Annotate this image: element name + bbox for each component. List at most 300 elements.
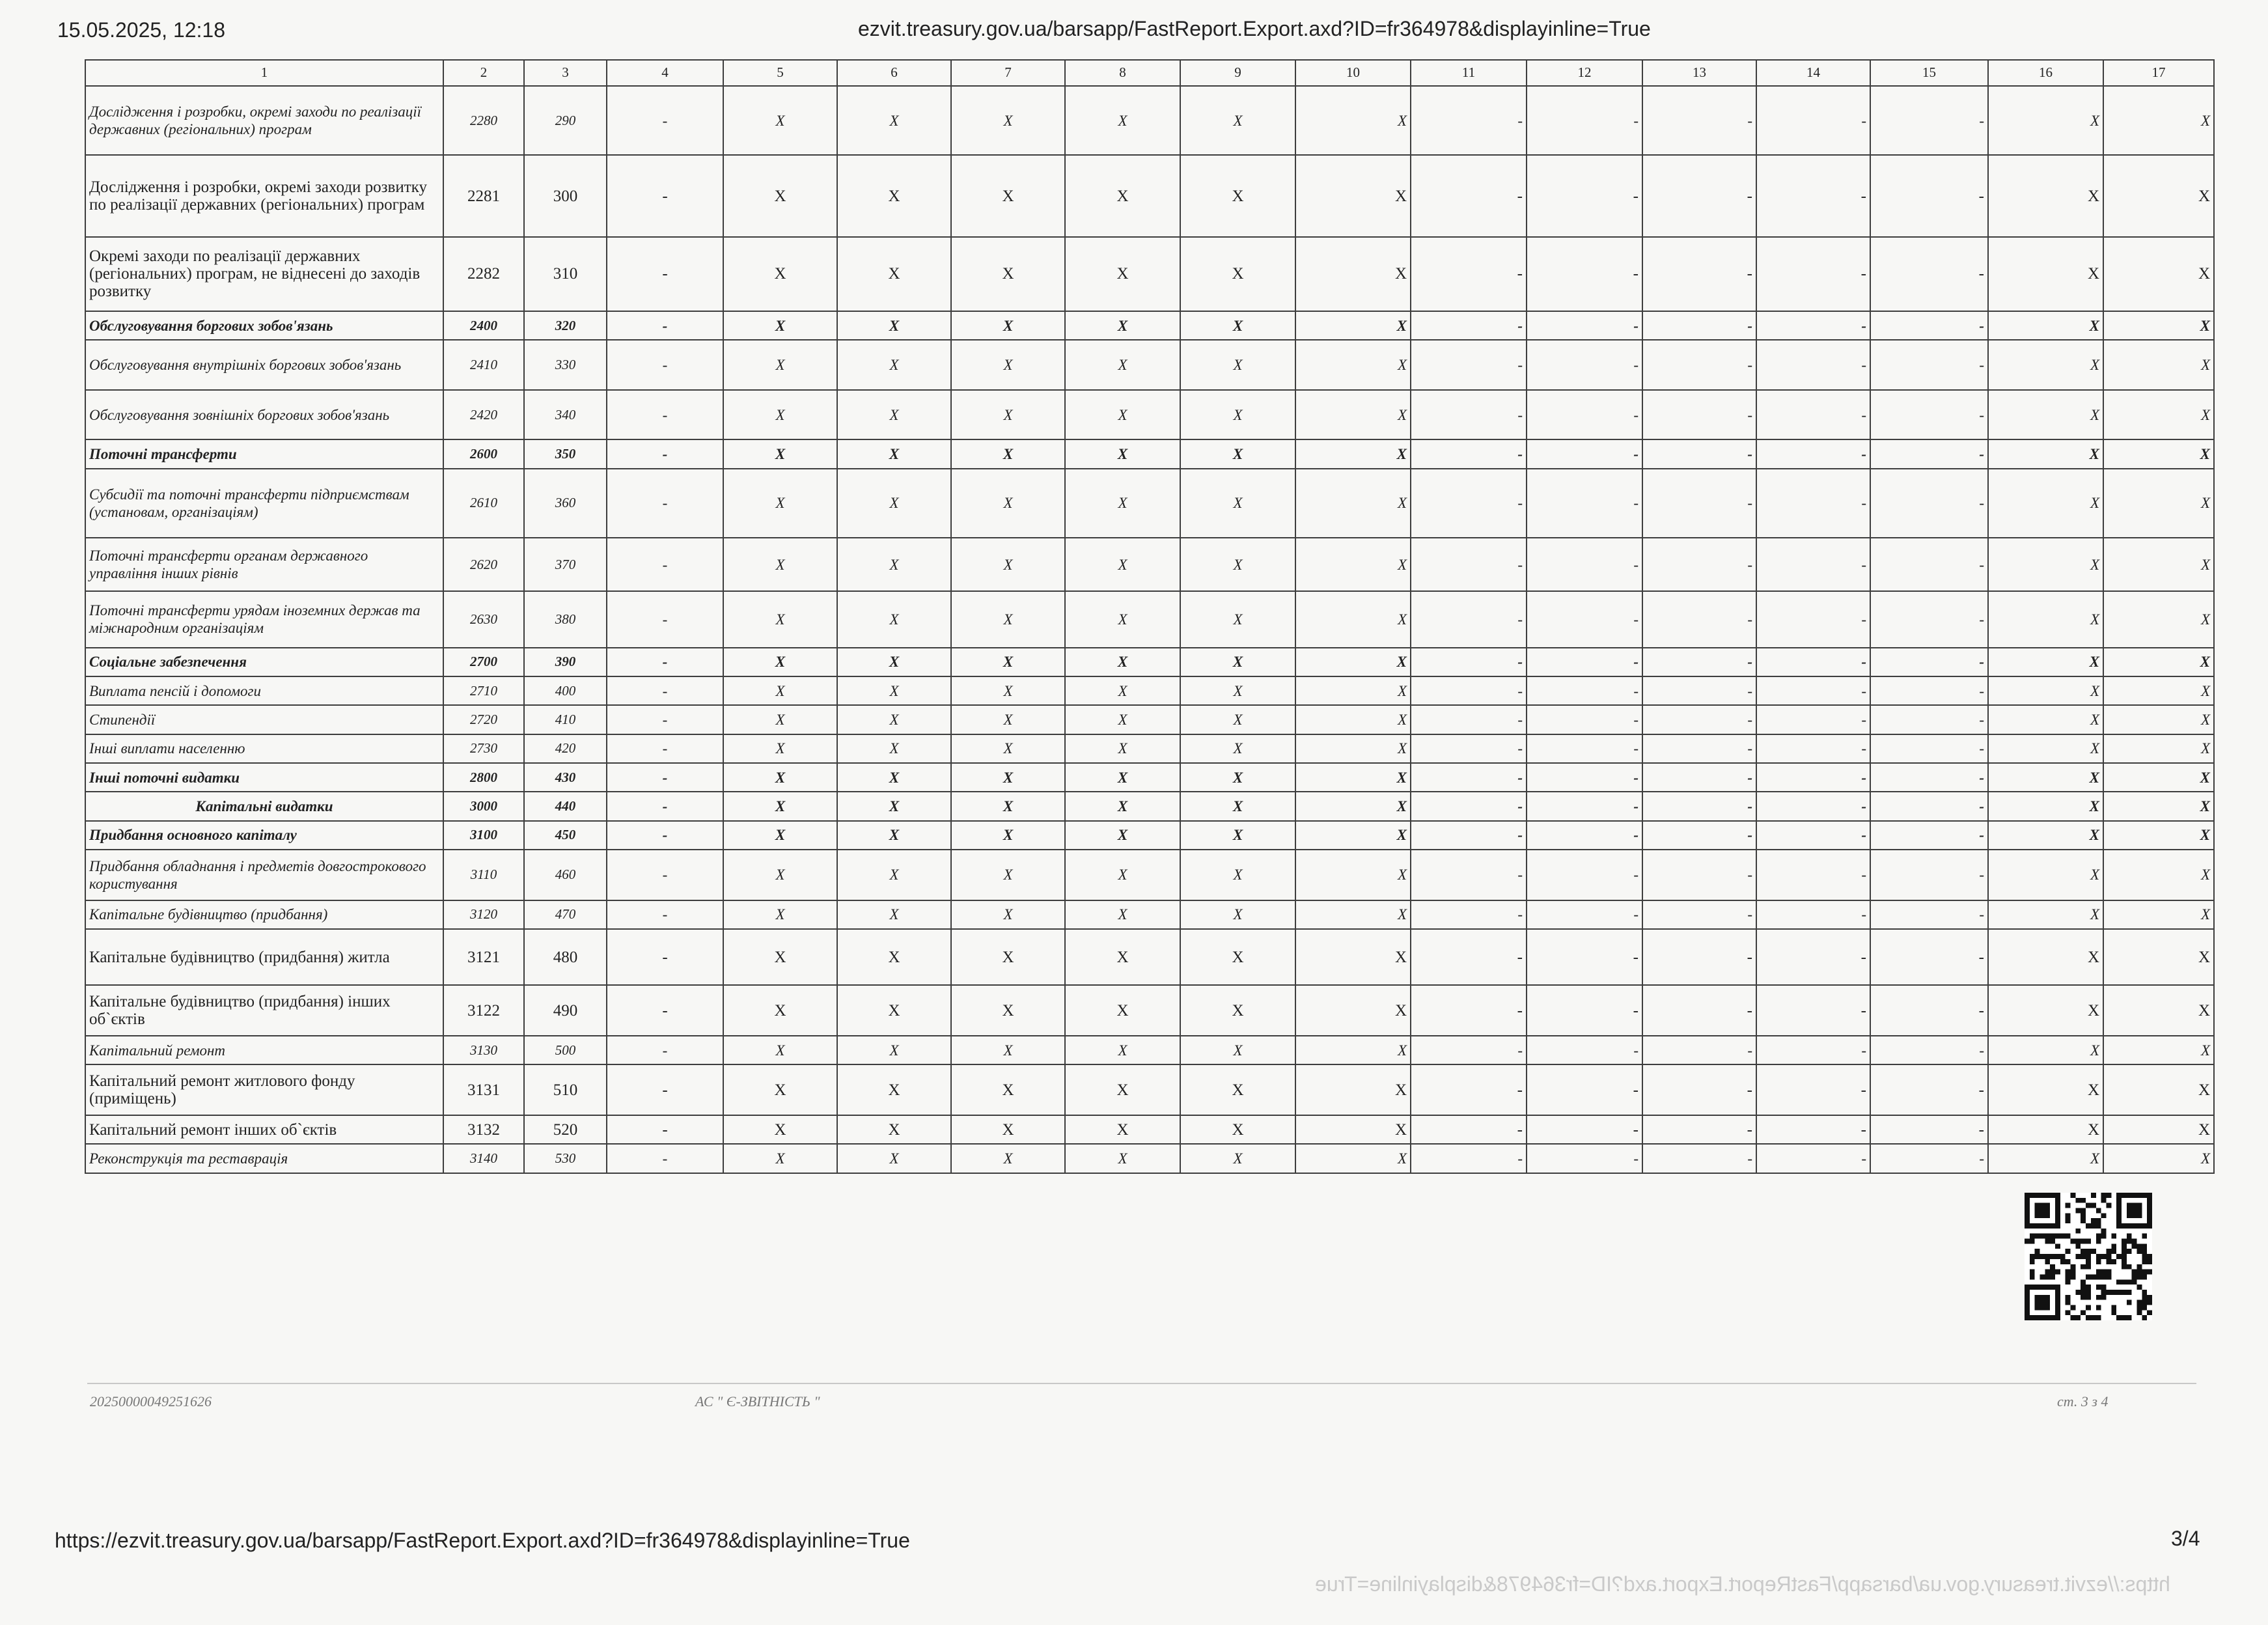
column-number: 6 <box>837 60 951 86</box>
line-code: 430 <box>524 763 607 792</box>
value-cell: X <box>2103 311 2214 340</box>
value-cell: - <box>1411 439 1527 468</box>
value-cell: X <box>1988 469 2103 538</box>
value-cell: X <box>951 538 1065 591</box>
value-cell: X <box>723 985 837 1036</box>
value-cell: - <box>1411 390 1527 440</box>
value-cell: - <box>1756 648 1870 676</box>
kekv-code: 2730 <box>443 734 524 763</box>
value-cell: - <box>1527 763 1642 792</box>
value-cell: X <box>1180 821 1295 850</box>
value-cell: X <box>837 850 951 900</box>
value-cell: - <box>1870 155 1988 236</box>
value-cell: - <box>1870 311 1988 340</box>
value-cell: - <box>607 237 723 311</box>
value-cell: X <box>1295 929 1411 985</box>
line-code: 410 <box>524 705 607 734</box>
value-cell: - <box>1411 237 1527 311</box>
value-cell: - <box>1411 929 1527 985</box>
value-cell: X <box>837 390 951 440</box>
table-row <box>85 340 2214 390</box>
table-row <box>85 850 2214 900</box>
value-cell: - <box>1870 538 1988 591</box>
row-name: Капітальний ремонт інших об`єктів <box>85 1115 443 1144</box>
value-cell: - <box>1870 439 1988 468</box>
row-name: Капітальне будівництво (придбання) інших об`єктів <box>85 985 443 1036</box>
value-cell: X <box>837 86 951 155</box>
value-cell: X <box>723 311 837 340</box>
kekv-code: 2700 <box>443 648 524 676</box>
table-row <box>85 648 2214 676</box>
row-name: Реконструкція та реставрація <box>85 1144 443 1173</box>
value-cell: X <box>723 763 837 792</box>
value-cell: - <box>1756 676 1870 705</box>
column-number: 5 <box>723 60 837 86</box>
value-cell: X <box>2103 237 2214 311</box>
value-cell: - <box>1756 439 1870 468</box>
row-name: Соціальне забезпечення <box>85 648 443 676</box>
value-cell: X <box>951 763 1065 792</box>
value-cell: X <box>1988 734 2103 763</box>
column-number: 11 <box>1411 60 1527 86</box>
value-cell: - <box>1642 705 1756 734</box>
value-cell: - <box>1527 734 1642 763</box>
kekv-code: 2710 <box>443 676 524 705</box>
column-number: 10 <box>1295 60 1411 86</box>
value-cell: X <box>837 734 951 763</box>
value-cell: - <box>607 340 723 390</box>
value-cell: X <box>1988 237 2103 311</box>
value-cell: X <box>1180 390 1295 440</box>
row-name: Виплата пенсій і допомоги <box>85 676 443 705</box>
table-row <box>85 792 2214 820</box>
value-cell: - <box>607 734 723 763</box>
value-cell: X <box>951 155 1065 236</box>
table-row <box>85 155 2214 236</box>
value-cell: X <box>1180 900 1295 929</box>
value-cell: X <box>1065 86 1180 155</box>
value-cell: X <box>1065 792 1180 820</box>
footer-divider <box>87 1383 2196 1384</box>
value-cell: - <box>1411 469 1527 538</box>
value-cell: X <box>1180 850 1295 900</box>
kekv-code: 3132 <box>443 1115 524 1144</box>
line-code: 290 <box>524 86 607 155</box>
row-name: Капітальне будівництво (придбання) житла <box>85 929 443 985</box>
value-cell: X <box>1988 1064 2103 1115</box>
value-cell: X <box>723 705 837 734</box>
print-url-footer: https://ezvit.treasury.gov.ua/barsapp/FastReport.Export.axd?ID=fr364978&displayinline=True <box>55 1529 910 1552</box>
table-row <box>85 1144 2214 1173</box>
table-row <box>85 469 2214 538</box>
value-cell: - <box>1411 763 1527 792</box>
value-cell: X <box>1180 340 1295 390</box>
value-cell: X <box>2103 469 2214 538</box>
value-cell: - <box>1642 591 1756 647</box>
kekv-code: 2630 <box>443 591 524 647</box>
table-row <box>85 734 2214 763</box>
value-cell: - <box>1527 591 1642 647</box>
value-cell: X <box>1988 900 2103 929</box>
value-cell: - <box>1411 311 1527 340</box>
value-cell: - <box>1870 792 1988 820</box>
value-cell: X <box>1065 1115 1180 1144</box>
value-cell: X <box>723 390 837 440</box>
value-cell: X <box>723 1036 837 1064</box>
value-cell: X <box>837 538 951 591</box>
kekv-code: 3120 <box>443 900 524 929</box>
value-cell: X <box>1180 469 1295 538</box>
value-cell: X <box>1295 1144 1411 1173</box>
row-name: Окремі заходи по реалізації державних (регіональних) програм, не віднесені до заходів розвитку <box>85 237 443 311</box>
value-cell: - <box>1756 821 1870 850</box>
value-cell: X <box>723 821 837 850</box>
value-cell: - <box>1756 929 1870 985</box>
value-cell: - <box>1411 155 1527 236</box>
table-row <box>85 1036 2214 1064</box>
value-cell: - <box>1870 900 1988 929</box>
value-cell: X <box>1180 155 1295 236</box>
value-cell: X <box>951 340 1065 390</box>
value-cell: X <box>2103 734 2214 763</box>
value-cell: X <box>1295 237 1411 311</box>
value-cell: - <box>607 86 723 155</box>
value-cell: - <box>1527 538 1642 591</box>
value-cell: - <box>1642 1115 1756 1144</box>
value-cell: X <box>1065 1036 1180 1064</box>
value-cell: X <box>951 1064 1065 1115</box>
value-cell: X <box>1295 676 1411 705</box>
line-code: 340 <box>524 390 607 440</box>
row-name: Придбання основного капіталу <box>85 821 443 850</box>
kekv-code: 2282 <box>443 237 524 311</box>
value-cell: - <box>1642 900 1756 929</box>
column-number: 13 <box>1642 60 1756 86</box>
value-cell: X <box>1180 538 1295 591</box>
value-cell: - <box>1756 1064 1870 1115</box>
value-cell: - <box>1527 929 1642 985</box>
value-cell: - <box>1411 340 1527 390</box>
kekv-code: 2720 <box>443 705 524 734</box>
value-cell: - <box>1756 538 1870 591</box>
value-cell: - <box>1870 390 1988 440</box>
value-cell: - <box>1527 237 1642 311</box>
value-cell: X <box>723 734 837 763</box>
row-name: Субсидії та поточні трансферти підприємствам (установам, організаціям) <box>85 469 443 538</box>
row-name: Поточні трансферти урядам іноземних держав та міжнародним організаціям <box>85 591 443 647</box>
value-cell: - <box>607 705 723 734</box>
value-cell: - <box>1527 850 1642 900</box>
kekv-code: 2410 <box>443 340 524 390</box>
line-code: 360 <box>524 469 607 538</box>
value-cell: X <box>1295 1115 1411 1144</box>
column-number: 12 <box>1527 60 1642 86</box>
value-cell: X <box>951 1144 1065 1173</box>
line-code: 440 <box>524 792 607 820</box>
value-cell: X <box>1988 929 2103 985</box>
value-cell: X <box>837 1144 951 1173</box>
value-cell: - <box>1527 1064 1642 1115</box>
value-cell: X <box>1988 850 2103 900</box>
value-cell: X <box>837 237 951 311</box>
row-name: Стипендії <box>85 705 443 734</box>
line-code: 400 <box>524 676 607 705</box>
value-cell: - <box>1756 340 1870 390</box>
row-name: Поточні трансферти органам державного управління інших рівнів <box>85 538 443 591</box>
value-cell: X <box>1180 734 1295 763</box>
kekv-code: 3100 <box>443 821 524 850</box>
value-cell: X <box>1180 1144 1295 1173</box>
value-cell: - <box>607 311 723 340</box>
value-cell: - <box>1756 734 1870 763</box>
value-cell: - <box>1870 1036 1988 1064</box>
value-cell: - <box>1411 648 1527 676</box>
value-cell: - <box>607 850 723 900</box>
value-cell: - <box>1756 985 1870 1036</box>
value-cell: - <box>1527 469 1642 538</box>
value-cell: - <box>1411 1144 1527 1173</box>
value-cell: X <box>1180 311 1295 340</box>
value-cell: X <box>1295 705 1411 734</box>
value-cell: - <box>1756 390 1870 440</box>
value-cell: - <box>1527 155 1642 236</box>
value-cell: - <box>607 1115 723 1144</box>
value-cell: - <box>1642 538 1756 591</box>
value-cell: - <box>1870 591 1988 647</box>
value-cell: - <box>607 390 723 440</box>
value-cell: - <box>1642 763 1756 792</box>
value-cell: X <box>2103 792 2214 820</box>
value-cell: X <box>1295 340 1411 390</box>
column-number: 8 <box>1065 60 1180 86</box>
value-cell: X <box>837 648 951 676</box>
value-cell: - <box>607 469 723 538</box>
value-cell: X <box>723 929 837 985</box>
value-cell: X <box>951 705 1065 734</box>
value-cell: - <box>1411 705 1527 734</box>
value-cell: X <box>723 591 837 647</box>
value-cell: X <box>2103 705 2214 734</box>
value-cell: X <box>2103 340 2214 390</box>
value-cell: X <box>723 237 837 311</box>
value-cell: - <box>1756 705 1870 734</box>
kekv-code: 2800 <box>443 763 524 792</box>
value-cell: X <box>1988 155 2103 236</box>
value-cell: - <box>607 792 723 820</box>
line-code: 310 <box>524 237 607 311</box>
line-code: 370 <box>524 538 607 591</box>
value-cell: - <box>1756 900 1870 929</box>
value-cell: - <box>607 985 723 1036</box>
row-name: Капітальний ремонт житлового фонду (приміщень) <box>85 1064 443 1115</box>
value-cell: X <box>1065 155 1180 236</box>
value-cell: - <box>1642 237 1756 311</box>
value-cell: X <box>1180 929 1295 985</box>
row-name: Дослідження і розробки, окремі заходи розвитку по реалізації державних (регіональних) програм <box>85 155 443 236</box>
line-code: 380 <box>524 591 607 647</box>
line-code: 520 <box>524 1115 607 1144</box>
value-cell: - <box>1756 469 1870 538</box>
table-row <box>85 237 2214 311</box>
value-cell: X <box>951 469 1065 538</box>
value-cell: - <box>1411 591 1527 647</box>
value-cell: - <box>1642 390 1756 440</box>
value-cell: - <box>607 900 723 929</box>
value-cell: X <box>1180 1036 1295 1064</box>
value-cell: - <box>607 591 723 647</box>
value-cell: X <box>951 676 1065 705</box>
value-cell: X <box>2103 929 2214 985</box>
value-cell: X <box>951 929 1065 985</box>
line-code: 490 <box>524 985 607 1036</box>
value-cell: X <box>1180 1064 1295 1115</box>
value-cell: - <box>1527 1115 1642 1144</box>
kekv-code: 2620 <box>443 538 524 591</box>
table-row <box>85 538 2214 591</box>
kekv-code: 2281 <box>443 155 524 236</box>
value-cell: X <box>1180 705 1295 734</box>
line-code: 300 <box>524 155 607 236</box>
table-row <box>85 86 2214 155</box>
value-cell: - <box>1870 648 1988 676</box>
value-cell: X <box>951 900 1065 929</box>
value-cell: X <box>1295 734 1411 763</box>
value-cell: - <box>1642 985 1756 1036</box>
value-cell: X <box>1295 86 1411 155</box>
value-cell: - <box>1756 311 1870 340</box>
value-cell: - <box>1870 850 1988 900</box>
value-cell: X <box>951 1036 1065 1064</box>
value-cell: X <box>1065 850 1180 900</box>
value-cell: - <box>1527 1144 1642 1173</box>
value-cell: X <box>2103 676 2214 705</box>
value-cell: X <box>951 850 1065 900</box>
table-row <box>85 676 2214 705</box>
value-cell: X <box>723 676 837 705</box>
print-url-header: ezvit.treasury.gov.ua/barsapp/FastReport.Export.axd?ID=fr364978&displayinline=True <box>858 17 1651 40</box>
row-name: Дослідження і розробки, окремі заходи по реалізації державних (регіональних) програм <box>85 86 443 155</box>
value-cell: X <box>2103 390 2214 440</box>
line-code: 500 <box>524 1036 607 1064</box>
value-cell: - <box>1642 155 1756 236</box>
value-cell: X <box>1295 763 1411 792</box>
value-cell: X <box>2103 155 2214 236</box>
value-cell: - <box>607 648 723 676</box>
value-cell: X <box>1180 648 1295 676</box>
kekv-code: 2420 <box>443 390 524 440</box>
value-cell: X <box>723 538 837 591</box>
line-code: 330 <box>524 340 607 390</box>
value-cell: X <box>723 900 837 929</box>
value-cell: X <box>2103 850 2214 900</box>
value-cell: X <box>1295 985 1411 1036</box>
value-cell: - <box>1870 676 1988 705</box>
value-cell: - <box>1527 390 1642 440</box>
value-cell: X <box>2103 538 2214 591</box>
value-cell: - <box>1411 850 1527 900</box>
value-cell: - <box>1756 1036 1870 1064</box>
line-code: 320 <box>524 311 607 340</box>
column-number: 14 <box>1756 60 1870 86</box>
value-cell: - <box>1527 705 1642 734</box>
table-row <box>85 390 2214 440</box>
value-cell: - <box>1642 1036 1756 1064</box>
column-number: 2 <box>443 60 524 86</box>
value-cell: X <box>951 734 1065 763</box>
value-cell: X <box>1988 86 2103 155</box>
value-cell: - <box>1642 1144 1756 1173</box>
value-cell: X <box>837 705 951 734</box>
value-cell: - <box>1756 763 1870 792</box>
system-name: АС " Є-ЗВІТНІСТЬ " <box>695 1393 820 1410</box>
value-cell: - <box>1756 86 1870 155</box>
row-name: Придбання обладнання і предметів довгострокового користування <box>85 850 443 900</box>
row-name: Капітальний ремонт <box>85 1036 443 1064</box>
value-cell: X <box>1065 311 1180 340</box>
column-number: 17 <box>2103 60 2214 86</box>
value-cell: X <box>723 850 837 900</box>
value-cell: - <box>1870 929 1988 985</box>
table-row <box>85 821 2214 850</box>
value-cell: - <box>1411 86 1527 155</box>
value-cell: X <box>1988 1115 2103 1144</box>
kekv-code: 2280 <box>443 86 524 155</box>
value-cell: - <box>1411 900 1527 929</box>
value-cell: X <box>1295 439 1411 468</box>
table-row <box>85 591 2214 647</box>
kekv-code: 3110 <box>443 850 524 900</box>
kekv-code: 3122 <box>443 985 524 1036</box>
value-cell: - <box>1870 705 1988 734</box>
row-name: Інші виплати населенню <box>85 734 443 763</box>
value-cell: X <box>1180 676 1295 705</box>
value-cell: - <box>1870 340 1988 390</box>
value-cell: - <box>1870 86 1988 155</box>
value-cell: - <box>1411 792 1527 820</box>
row-name: Капітальні видатки <box>85 792 443 820</box>
value-cell: X <box>1180 439 1295 468</box>
column-number: 9 <box>1180 60 1295 86</box>
value-cell: X <box>837 1115 951 1144</box>
value-cell: - <box>1527 985 1642 1036</box>
value-cell: X <box>1065 340 1180 390</box>
value-cell: X <box>837 439 951 468</box>
value-cell: - <box>1870 985 1988 1036</box>
column-number: 16 <box>1988 60 2103 86</box>
value-cell: - <box>1527 439 1642 468</box>
value-cell: - <box>1527 900 1642 929</box>
value-cell: - <box>1411 1064 1527 1115</box>
line-code: 420 <box>524 734 607 763</box>
value-cell: X <box>1295 900 1411 929</box>
value-cell: X <box>1988 792 2103 820</box>
value-cell: - <box>1642 1064 1756 1115</box>
value-cell: X <box>1065 900 1180 929</box>
value-cell: - <box>1642 311 1756 340</box>
value-cell: - <box>1642 676 1756 705</box>
value-cell: X <box>1065 985 1180 1036</box>
value-cell: X <box>723 439 837 468</box>
value-cell: X <box>1988 1144 2103 1173</box>
value-cell: - <box>1870 1115 1988 1144</box>
value-cell: X <box>837 311 951 340</box>
value-cell: X <box>723 86 837 155</box>
line-code: 390 <box>524 648 607 676</box>
value-cell: - <box>1527 311 1642 340</box>
value-cell: X <box>837 900 951 929</box>
column-number: 3 <box>524 60 607 86</box>
value-cell: X <box>1295 469 1411 538</box>
